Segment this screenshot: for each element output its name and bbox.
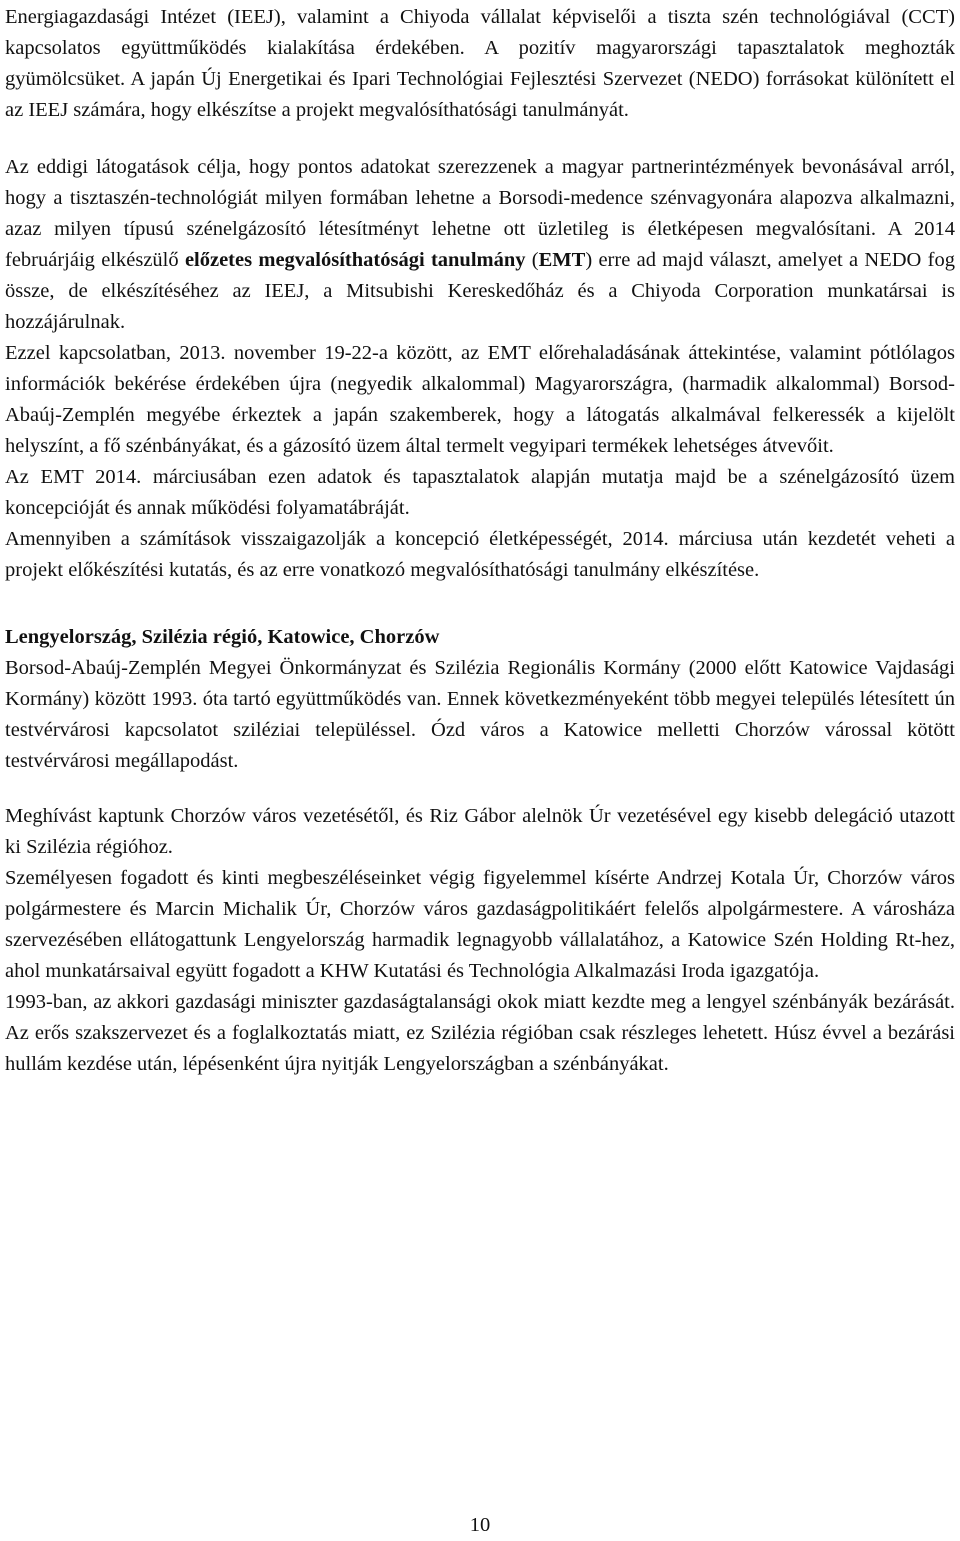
bold-term-emt-full: előzetes megvalósíthatósági tanulmány [184,249,526,271]
paragraph-feasibility: Amennyiben a számítások visszaigazolják a koncepció életképességét, 2014. márciusa után kezdetét veheti a projekt előkészítési kutatás, és az erre vonatkozó megvalósíthatósági tanulmány elkészítése. [5,528,955,581]
paragraph-text: ( [525,249,539,271]
paragraph-cooperation-silesia: Borsod-Abaúj-Zemplén Megyei Önkormányzat és Szilézia Regionális Kormány (2000 előtt Katowice Vajdasági Kormány) között 1993. óta tartó együttműködés van. Ennek következményeként több megyei település létesített ún testvérvárosi kapcsolatot sziléziai településsel. Ózd város a Katowice melletti Chorzów várossal kötött testvérvárosi megállapodást. [5,657,955,772]
document-page [5,2,955,1080]
paragraph-mines-history: 1993-ban, az akkori gazdasági miniszter gazdaságtalansági okok miatt kezdte meg a lengyel szénbányák bezárását. Az erős szakszervezet és a foglalkoztatás miatt, ez Szilézia régióban csak részleges lehetett. Húsz évvel a bezárási hullám kezdése után, lépésenként újra nyitják Lengyelországban a szénbányákat. [5,991,955,1075]
bold-term-emt: EMT [538,249,586,271]
paragraph-ieej-cooperation: Energiagazdasági Intézet (IEEJ), valamint a Chiyoda vállalat képviselői a tiszta szén technológiával (CCT) kapcsolatos együttműködés kialakítása érdekében. A pozitív magyarországi tapasztalatok meghozták gyümölcsüket. A japán Új Energetikai és Ipari Technológiai Fejlesztési Szervezet (NEDO) forrásokat különített el az IEEJ számára, hogy elkészítse a projekt megvalósíthatósági tanulmányát. [5,6,955,121]
paragraph-visit-goals [5,152,955,338]
paragraph-november-visit: Ezzel kapcsolatban, 2013. november 19-22-a között, az EMT előrehaladásának áttekintése, valamint pótlólagos információk bekérése érdekében újra (negyedik alkalommal) Magyarországra, (harmadik alkalommal) Borsod-Abaúj-Zemplén megyébe érkeztek a japán szakemberek, hogy a látogatás alkalmával felkeressék a kijelölt helyszínt, a fő szénbányákat, és a gázosító üzem által termelt vegyipari termékek lehetséges átvevőit. [5,342,955,457]
paragraph-emt-march: Az EMT 2014. márciusában ezen adatok és tapasztalatok alapján mutatja majd be a szénelgázosító üzem koncepcióját és annak működési folyamatábráját. [5,466,955,519]
paragraph-invitation: Meghívást kaptunk Chorzów város vezetésétől, és Riz Gábor alelnök Úr vezetésével egy kisebb delegáció utazott ki Szilézia régióhoz. [5,805,955,858]
page-number: 10 [469,1514,491,1536]
paragraph-text: ) erre ad majd választ, amelyet a NEDO fog össze, de elkészítéséhez az IEEJ, a Mitsubishi Kereskedőház és a Chiyoda Corporation munkatársai is hozzájárulnak. [5,249,955,333]
paragraph-text: Az eddigi látogatások célja, hogy pontos adatokat szerezzenek a magyar partnerintézmények bevonásával arról, hogy a tisztaszén-technológiát milyen formában lehetne a Borsodi-medence szénvagyonára alapozva alkalmazni, azaz milyen típusú szénelgázosító létesítményt lehetne ott üzletileg is életképesen megvalósítani. A 2014 februárjáig elkészülő [5,156,955,271]
section-heading-poland: Lengyelország, Szilézia régió, Katowice, Chorzów [5,626,440,648]
paragraph-meetings: Személyesen fogadott és kinti megbeszéléseinket végig figyelemmel kísérte Andrzej Kotala Úr, Chorzów város polgármestere és Marcin Michalik Úr, Chorzów város gazdaságpolitikáért felelős alpolgármestere. A városháza szervezésében ellátogattunk Lengyelország harmadik legnagyobb vállalatához, a Katowice Szén Holding Rt-hez, ahol munkatársaival együtt fogadott a KHW Kutatási és Technológia Alkalmazási Iroda igazgatója. [5,867,955,982]
